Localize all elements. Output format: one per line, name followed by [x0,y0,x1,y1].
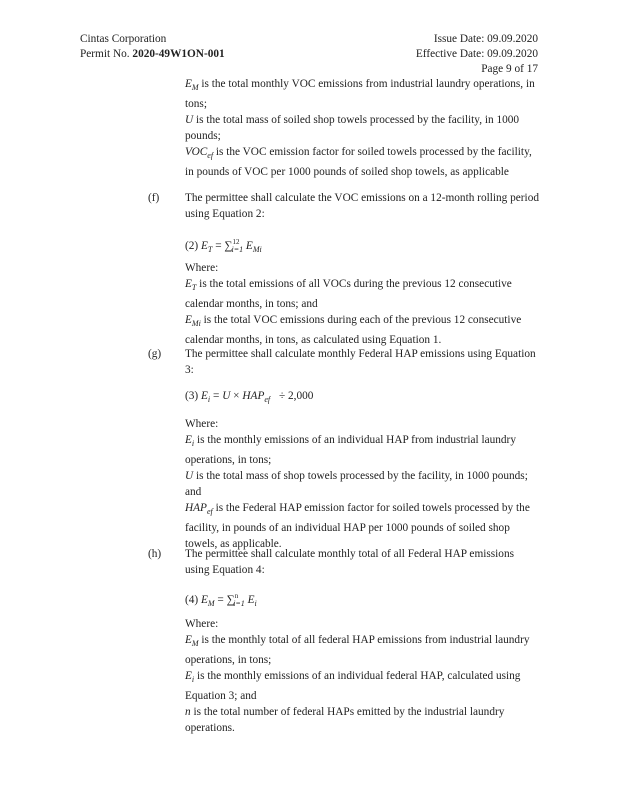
definition-em: $E_M$ is the total monthly VOC emissions from industrial laundry operations, in tons; [185,78,535,110]
definition-em: $E_M$ is the monthly total of all federal HAP emissions from industrial laundry operations, in tons; [185,634,530,666]
section-h-where [185,616,541,736]
where-label: Where: [185,618,219,630]
where-label: Where: [185,262,219,274]
definition-voc-ef: $VOC_{ef}$ is the VOC emission factor for soiled towels processed by the facility, in pounds of VOC per 1000 pounds of soiled shop towels, as applicable [185,146,532,178]
definition-u: U is the total mass of shop towels processed by the facility, in 1000 pounds; and [185,470,528,498]
equation-4: (4) $E_M = \sum^n_{i=1}$ $E_i$ [185,592,257,608]
equation-2: (2) $E_T = \sum^{12}_{i=1}$ $E_{Mi}$ [185,238,262,254]
issue-date: Issue Date: 09.09.2020 [433,33,538,45]
section-f-text: The permittee shall calculate the VOC emissions on a 12-month rolling period using Equation 2: [185,192,539,220]
section-g-label: (g) [148,348,162,360]
definition-emi: $E_{Mi}$ is the total VOC emissions during each of the previous 12 consecutive calendar months, in tons, as calculated using Equation 1. [185,314,522,346]
where-label: Where: [185,418,219,430]
section-h-text: The permittee shall calculate monthly total of all Federal HAP emissions using Equation 4: [185,548,514,576]
intro-definitions [185,76,541,180]
section-g-text: The permittee shall calculate monthly Federal HAP emissions using Equation 3: [185,348,536,376]
definition-ei: $E_i$ is the monthly emissions of an individual HAP from industrial laundry operations, in tons; [185,434,516,466]
section-g-where [185,416,541,552]
definition-u: U is the total mass of soiled shop towels processed by the facility, in 1000 pounds; [185,114,520,142]
permit-label: Permit No. [80,48,130,60]
effective-date: Effective Date: 09.09.2020 [415,48,538,60]
definition-ei: $E_i$ is the monthly emissions of an individual federal HAP, calculated using Equation 3; and [185,670,521,702]
definition-n: n is the total number of federal HAPs emitted by the industrial laundry operations. [185,706,505,734]
definition-hap-ef: $HAP_{ef}$ is the Federal HAP emission factor for soiled towels processed by the facility, in pounds of an individual HAP per 1000 pounds of soiled shop towels, as applicable. [185,502,530,550]
section-h-label: (h) [148,548,162,560]
equation-3: (3) $E_i = U \times HAP_{ef} \div 2,000$ [185,390,314,404]
company-name: Cintas Corporation [80,33,167,45]
permit-number [80,46,225,62]
section-f-where [185,260,541,348]
page-number: Page 9 of 17 [481,63,538,75]
definition-et: $E_T$ is the total emissions of all VOCs during the previous 12 consecutive calendar months, in tons; and [185,278,512,310]
section-f-label: (f) [148,192,160,204]
permit-number-value: 2020-49W1ON-001 [132,48,225,60]
